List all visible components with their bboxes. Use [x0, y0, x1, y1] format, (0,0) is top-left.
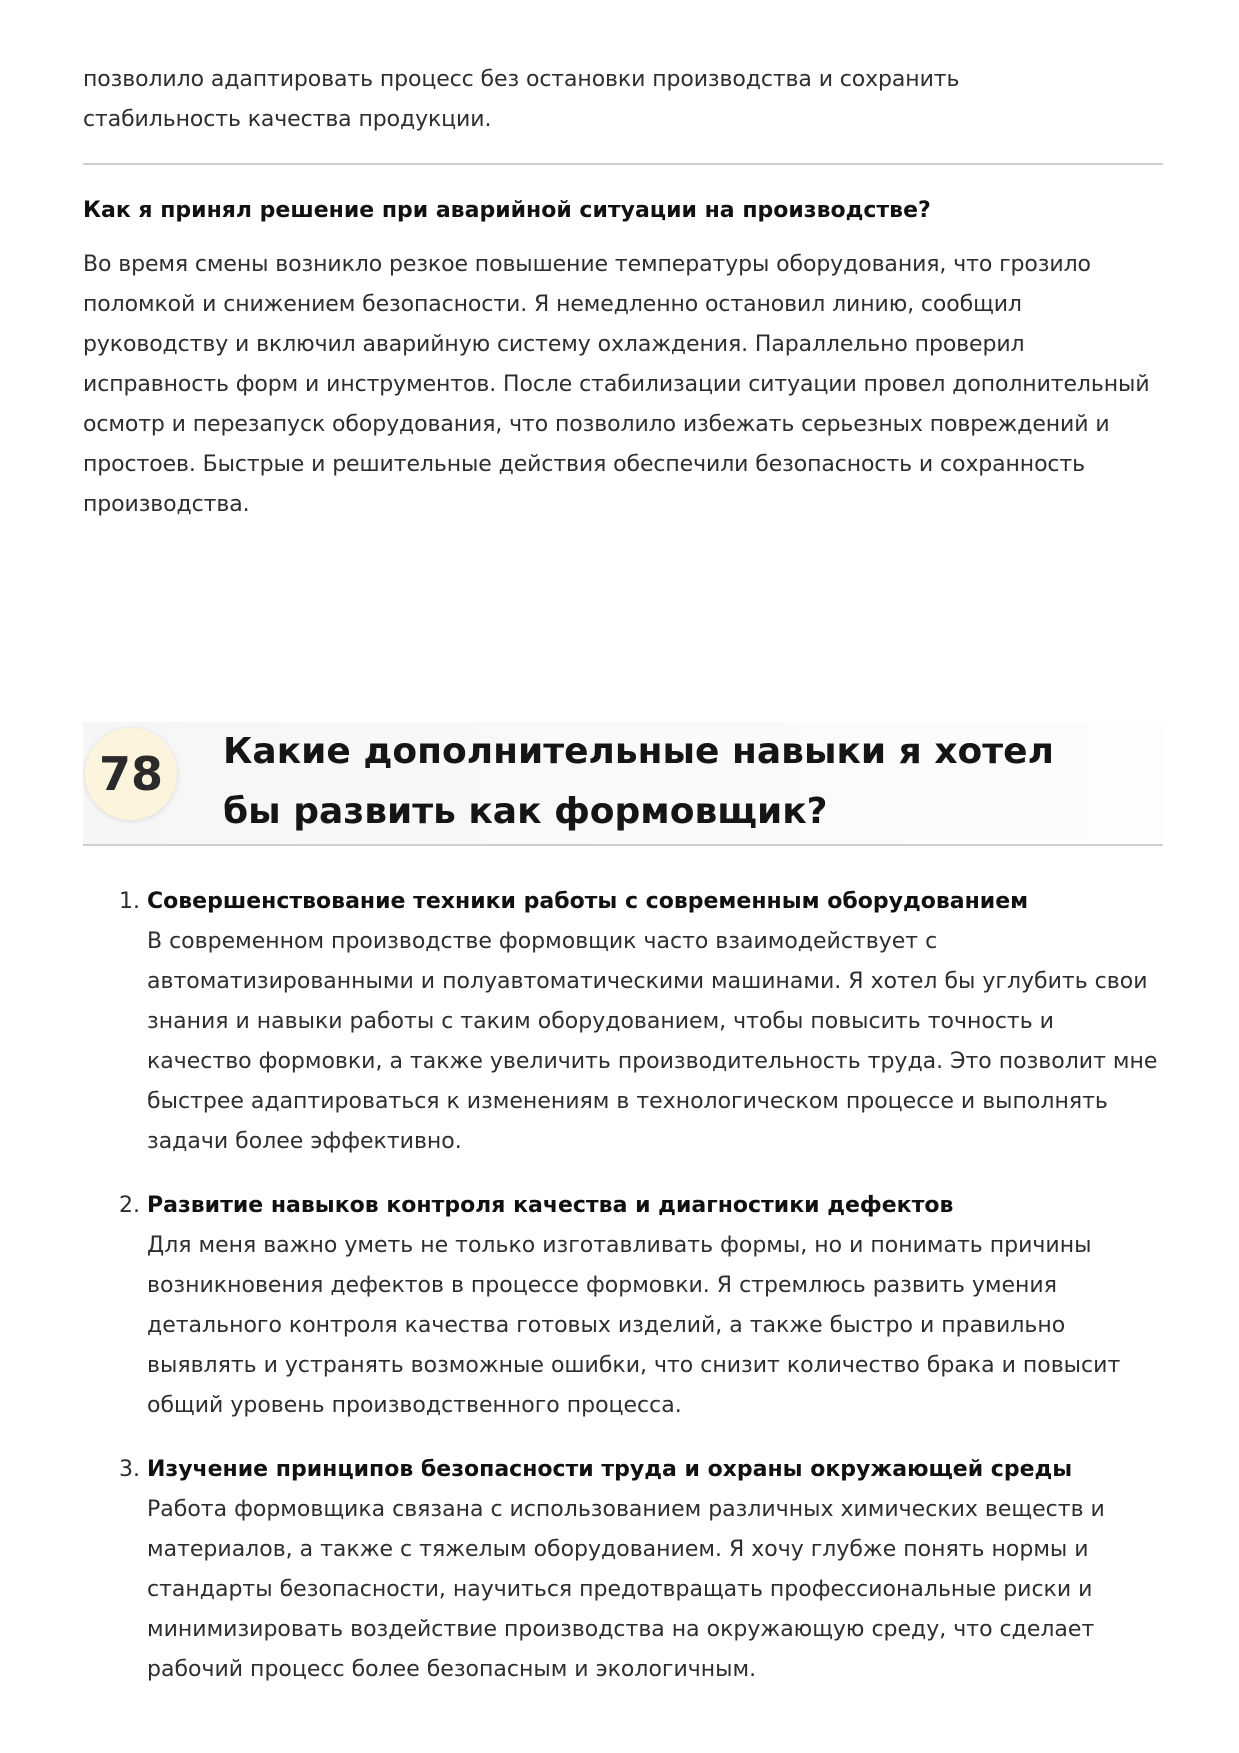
divider: [83, 163, 1163, 165]
list-item-title: Изучение принципов безопасности труда и охраны окружающей среды: [147, 1457, 1073, 1482]
list-item: [83, 882, 1163, 1162]
list-item-number: 2.: [119, 1193, 140, 1218]
list-item-text: В современном производстве формовщик часто взаимодействует с автоматизированными и полуавтоматическими машинами. Я хотел бы углубить свои знания и навыки работы с таким оборудованием, чтобы повысить точность и качество формовки, а также увеличить производительность труда. Это позволит мне быстрее адаптироваться к изменениям в технологическом процессе и выполнять задачи более эффективно.: [147, 929, 1158, 1154]
list-item-title: Совершенствование техники работы с современным оборудованием: [147, 889, 1029, 914]
question-title: Как я принял решение при аварийной ситуации на производстве?: [83, 198, 931, 223]
list-item: [83, 1186, 1163, 1426]
list-item-number: 3.: [119, 1457, 140, 1482]
list-item: [83, 1450, 1163, 1690]
section-header: [83, 722, 1163, 846]
section-title: Какие дополнительные навыки я хотел бы развить как формовщик?: [223, 731, 1054, 832]
list-item-title: Развитие навыков контроля качества и диагностики дефектов: [147, 1193, 954, 1218]
skills-list: [83, 882, 1163, 1714]
question-answer: Во время смены возникло резкое повышение температуры оборудования, что грозило поломкой и снижением безопасности. Я немедленно остановил линию, сообщил руководству и включил аварийную систему охлаждения. Параллельно проверил исправность форм и инструментов. После стабилизации ситуации провел дополнительный осмотр и перезапуск оборудования, что позволило избежать серьезных повреждений и простоев. Быстрые и решительные действия обеспечили безопасность и сохранность производства.: [83, 252, 1150, 517]
intro-paragraph: позволило адаптировать процесс без остановки производства и сохранить стабильность качества продукции.: [83, 67, 960, 132]
list-item-number: 1.: [119, 889, 140, 914]
section-number-badge: 78: [85, 728, 177, 820]
list-item-text: Работа формовщика связана с использованием различных химических веществ и материалов, а также с тяжелым оборудованием. Я хочу глубже понять нормы и стандарты безопасности, научиться предотвращать профессиональные риски и минимизировать воздействие производства на окружающую среду, что сделает рабочий процесс более безопасным и экологичным.: [147, 1497, 1105, 1682]
list-item-text: Для меня важно уметь не только изготавливать формы, но и понимать причины возникновения дефектов в процессе формовки. Я стремлюсь развить умения детального контроля качества готовых изделий, а также быстро и правильно выявлять и устранять возможные ошибки, что снизит количество брака и повысит общий уровень производственного процесса.: [147, 1233, 1121, 1418]
document-page: [83, 60, 1163, 525]
